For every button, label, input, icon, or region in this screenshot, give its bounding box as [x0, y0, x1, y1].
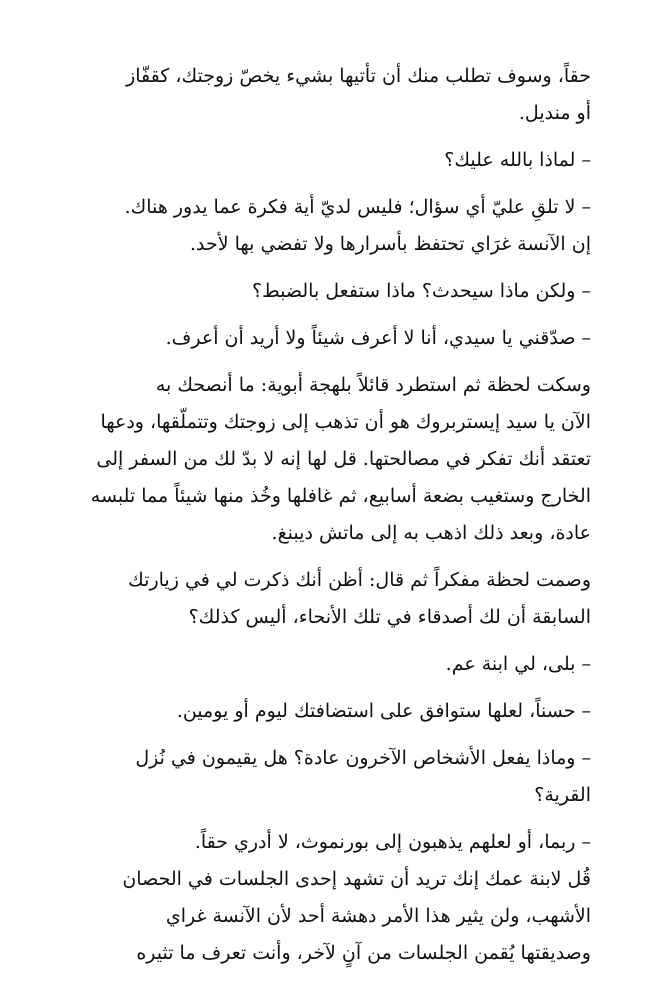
paragraph-2: – لماذا بالله عليك؟: [444, 149, 591, 171]
paragraph-11: – ربما، أو لعلهم يذهبون إلى بورنموث، لا أدري حقاً. قُل لابنة عمك إنك تريد أن تشهد إحدى الجلسات في الحصان الأشهب، ولن يثير هذا الأمر دهشة أحد لأن الآنسة غراي وصديقتها يُقمن الجلسات من آنٍ لآخر، وأنت تعرف ما تثيره: [122, 831, 591, 964]
paragraph-6: وسكت لحظة ثم استطرد قائلاً بلهجة أبوية: ما أنصحك به الآن يا سيد إيستربروك هو أن تذهب إلى زوجتك وتتملّقها، ودعها تعتقد أنك تفكر في مصالحتها. قل لها إنه لا بدّ لك من السفر إلى الخارج وستغيب بضعة أسابيع، ثم غافلها وخُذ منها شيئاً مما تلبسه عادة، وبعد ذلك اذهب به إلى ماتش ديبنغ.: [90, 374, 591, 544]
paragraph-1: حقاً، وسوف تطلب منك أن تأتيها بشيء يخصّ زوجتك، كقفّاز أو منديل.: [126, 65, 591, 124]
paragraph-9: – حسناً، لعلها ستوافق على استضافتك ليوم أو يومين.: [176, 700, 591, 722]
paragraph-7: وصمت لحظة مفكراً ثم قال: أظن أنك ذكرت لي في زيارتك السابقة أن لك أصدقاء في تلك الأنحاء، أليس كذلك؟: [128, 569, 591, 628]
paragraph-3: – لا تلقِ عليّ أي سؤال؛ فليس لديّ أية فكرة عما يدور هناك. إن الآنسة غرَاي تحتفظ بأسرارها ولا تفضي بها لأحد.: [124, 196, 591, 255]
paragraph-8: – بلى، لي ابنة عم.: [445, 653, 591, 675]
paragraph-10: – وماذا يفعل الأشخاص الآخرون عادة؟ هل يقيمون في نُزل القرية؟: [135, 747, 591, 806]
paragraph-5: – صدّقني يا سيدي، أنا لا أعرف شيئاً ولا أريد أن أعرف.: [165, 327, 591, 349]
paragraph-4: – ولكن ماذا سيحدث؟ ماذا ستفعل بالضبط؟: [252, 280, 591, 302]
